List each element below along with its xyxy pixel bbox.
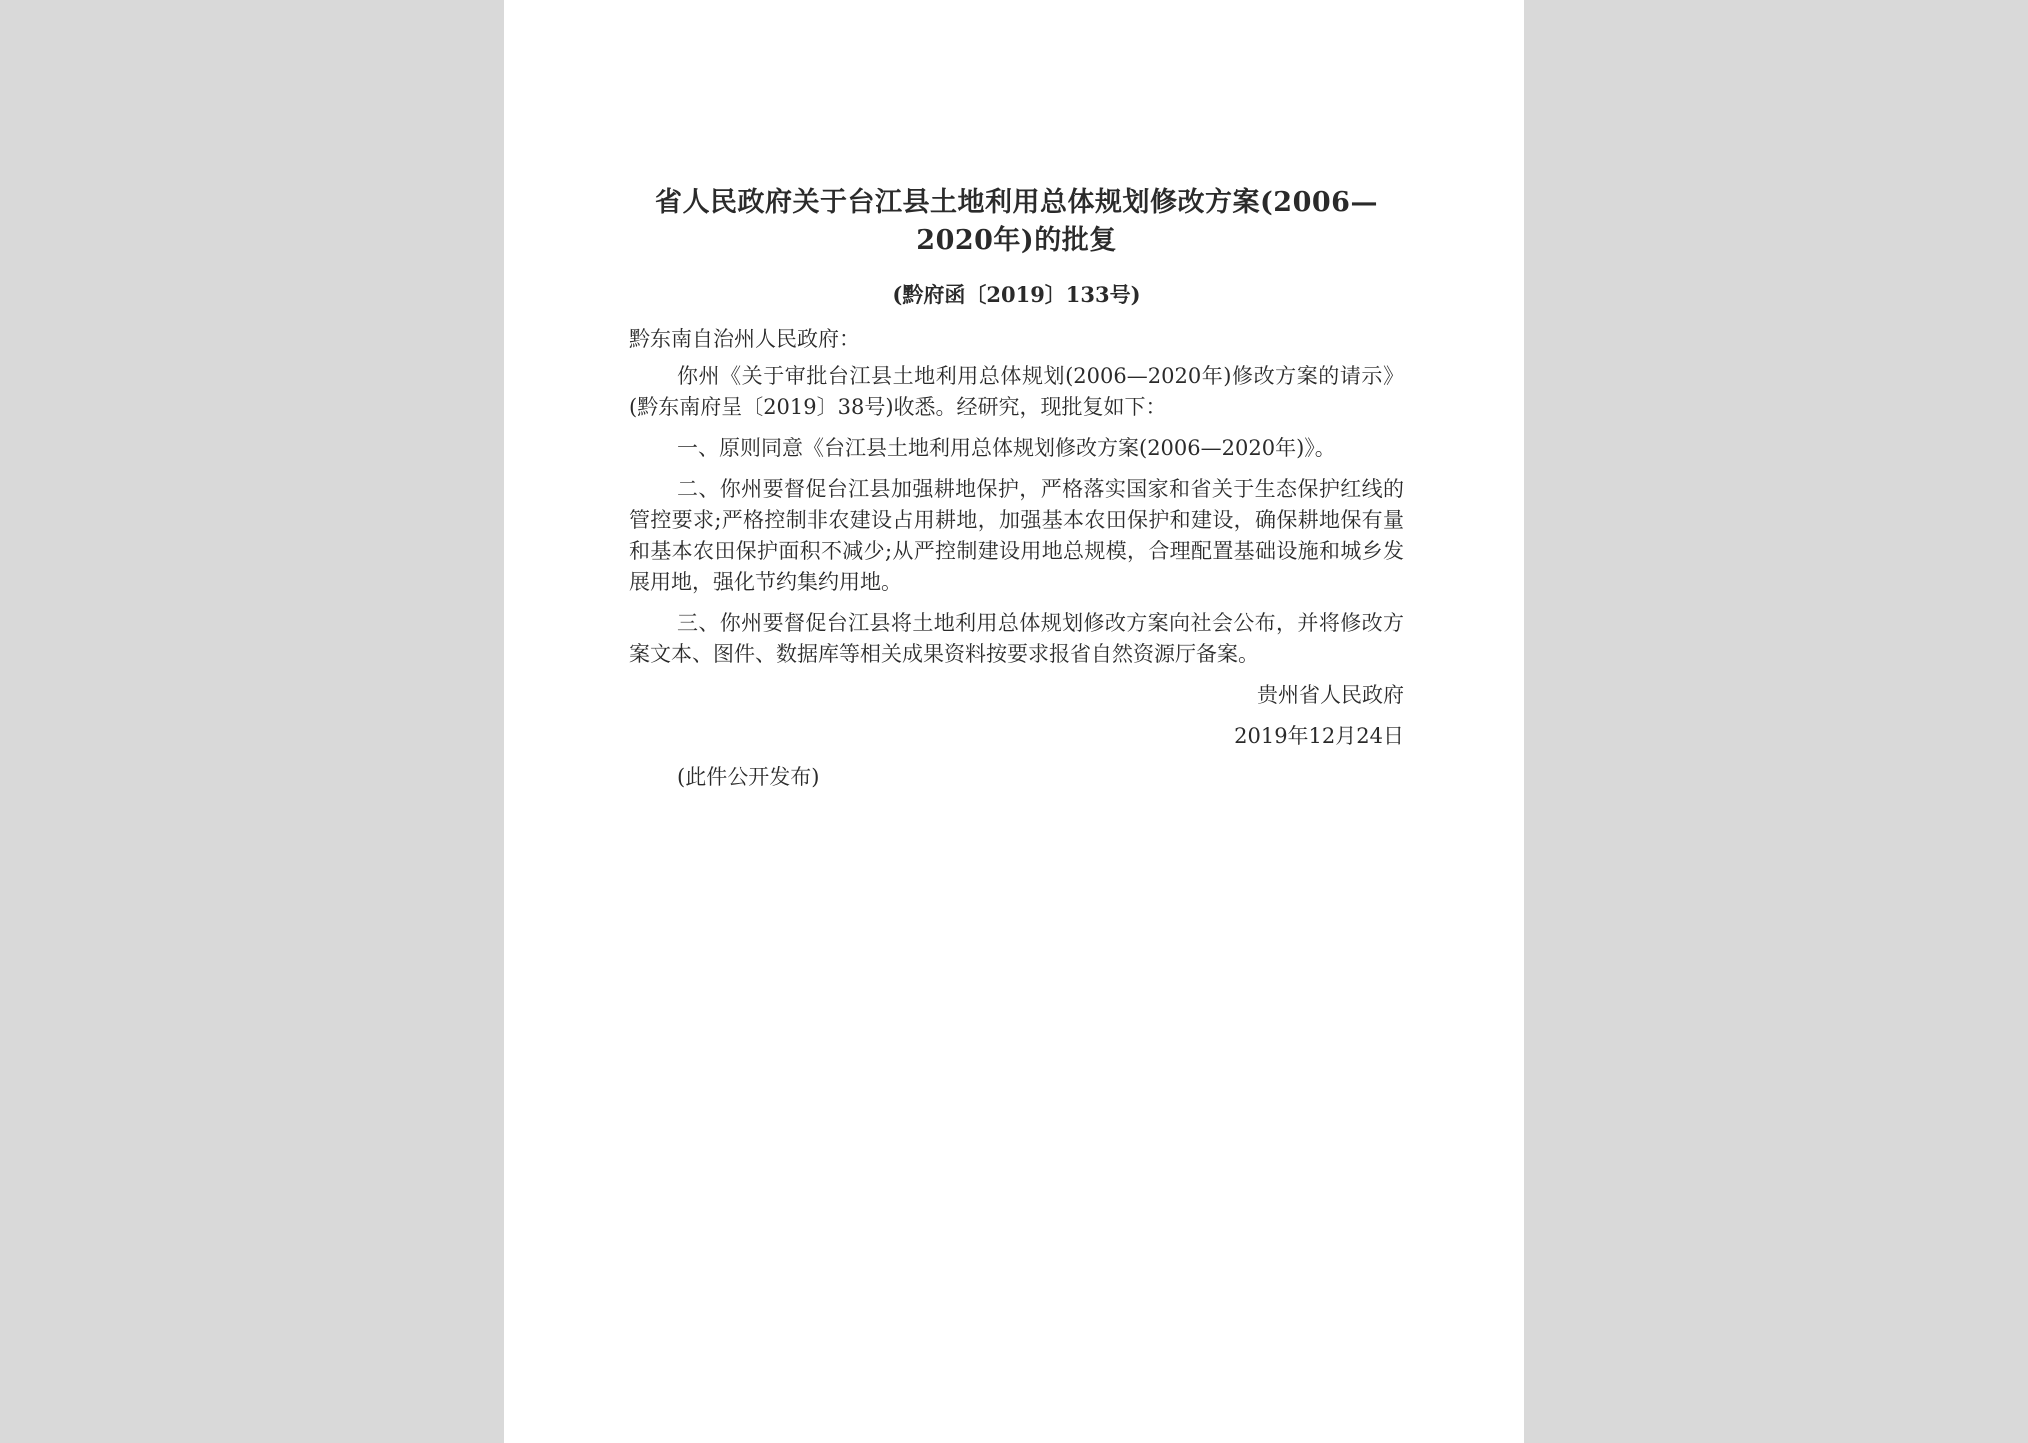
- publication-note: (此件公开发布): [677, 765, 820, 789]
- body-paragraph: 三、你州要督促台江县将土地利用总体规划修改方案向社会公布，并将修改方案文本、图件、数据库等相关成果资料按要求报省自然资源厅备案。: [629, 611, 1404, 666]
- document-page: [504, 0, 1524, 1443]
- body-paragraph: 二、你州要督促台江县加强耕地保护，严格落实国家和省关于生态保护红线的管控要求;严格控制非农建设占用耕地，加强基本农田保护和建设，确保耕地保有量和基本农田保护面积不减少;从严控制建设用地总规模，合理配置基础设施和城乡发展用地，强化节约集约用地。: [629, 477, 1404, 594]
- document-number: (黔府函〔2019〕133号): [892, 282, 1141, 307]
- body-paragraph: 你州《关于审批台江县土地利用总体规划(2006—2020年)修改方案的请示》(黔东南府呈〔2019〕38号)收悉。经研究，现批复如下：: [629, 364, 1404, 419]
- salutation: 黔东南自治州人民政府：: [629, 327, 860, 351]
- document-content: [629, 184, 1404, 793]
- issue-date: 2019年12月24日: [1234, 724, 1404, 748]
- document-title: 省人民政府关于台江县土地利用总体规划修改方案(2006—2020年)的批复: [655, 187, 1378, 256]
- signature: 贵州省人民政府: [1257, 683, 1404, 707]
- body-paragraph: 一、原则同意《台江县土地利用总体规划修改方案(2006—2020年)》。: [677, 436, 1336, 460]
